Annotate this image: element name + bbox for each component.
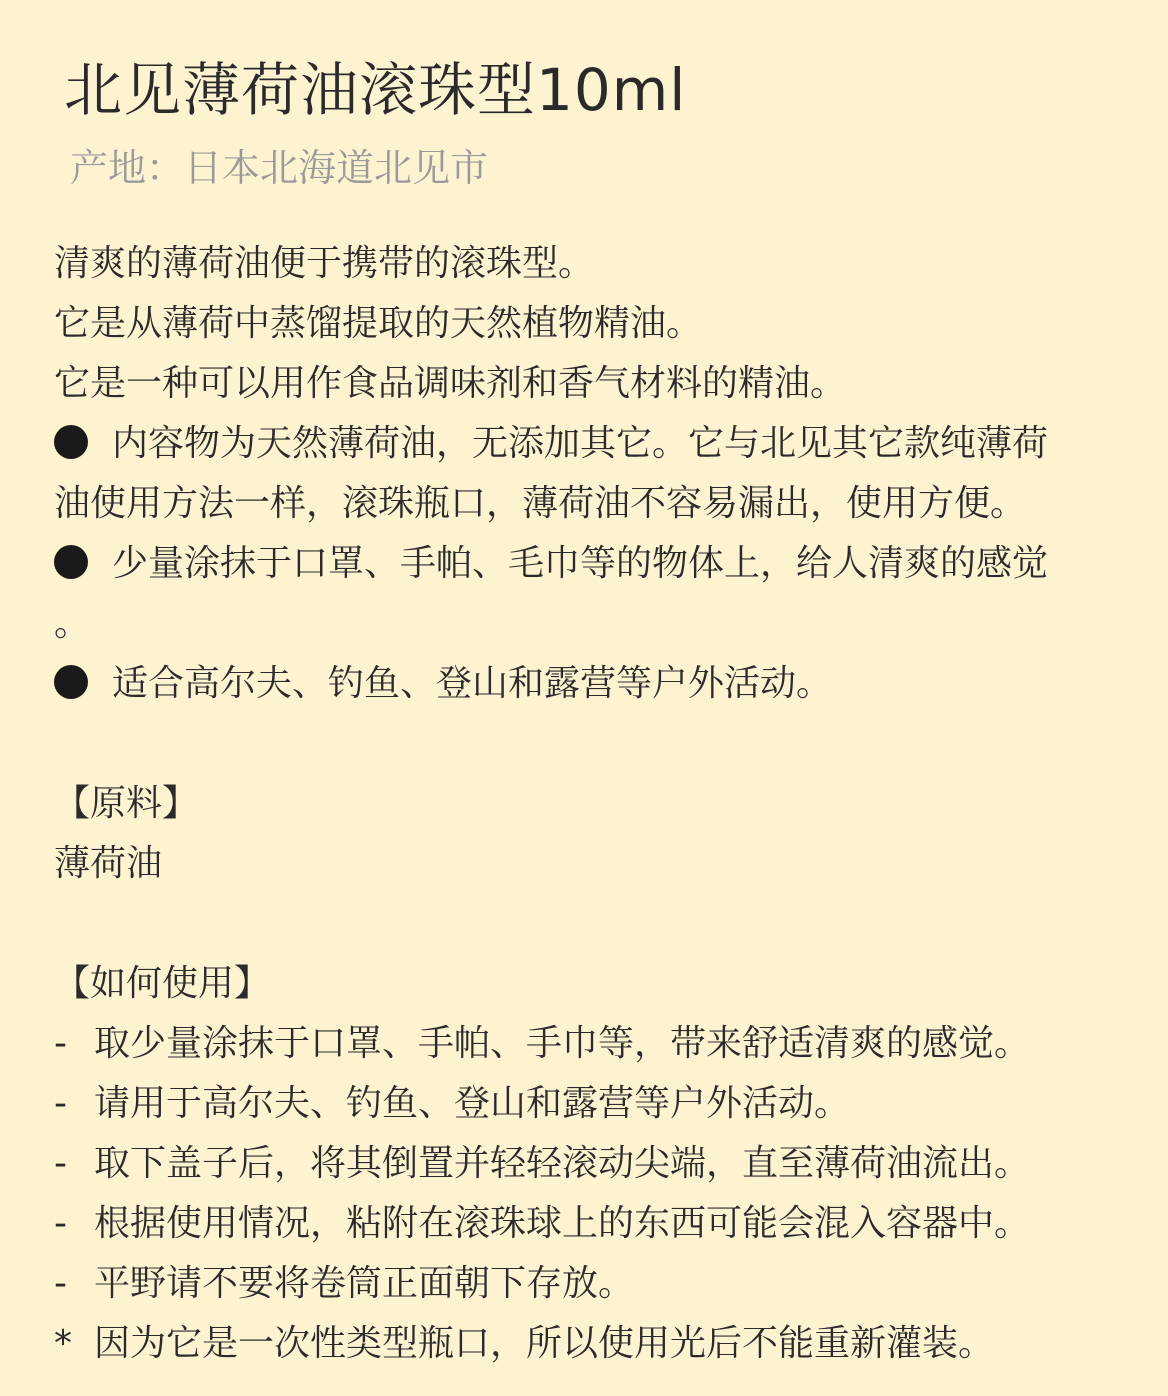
usage-item xyxy=(54,1200,1030,1248)
usage-item-mark: - xyxy=(54,1023,67,1064)
product-title: 北见薄荷油滚珠型10ml xyxy=(64,56,687,124)
usage-item-text: 根据使用情况，粘附在滚珠球上的东西可能会混入容器中。 xyxy=(94,1203,1031,1244)
usage-item xyxy=(54,1020,1030,1068)
bullet-text: 适合高尔夫、钓鱼、登山和露营等户外活动。 xyxy=(112,663,833,704)
intro-line-1: 清爽的薄荷油便于携带的滚珠型。 xyxy=(54,243,595,284)
usage-item-mark: - xyxy=(54,1263,67,1304)
usage-item xyxy=(54,1140,1030,1188)
usage-item-mark: - xyxy=(54,1143,67,1184)
usage-item-text: 因为它是一次性类型瓶口，所以使用光后不能重新灌装。 xyxy=(94,1323,995,1364)
usage-item-text: 取下盖子后，将其倒置并轻轻滚动尖端，直至薄荷油流出。 xyxy=(94,1143,1031,1184)
bullet-item-3 xyxy=(54,660,832,708)
usage-item-text: 请用于高尔夫、钓鱼、登山和露营等户外活动。 xyxy=(94,1083,851,1124)
usage-item xyxy=(54,1260,634,1308)
usage-item-mark: - xyxy=(54,1083,67,1124)
origin-subtitle: 产地：日本北海道北见市 xyxy=(70,146,489,190)
ingredients-heading: 【原料】 xyxy=(54,783,199,824)
usage-item-mark: - xyxy=(54,1203,67,1244)
bullet-dot-icon xyxy=(54,425,88,459)
usage-heading: 【如何使用】 xyxy=(54,963,271,1004)
bullet-text: 少量涂抹于口罩、手帕、毛巾等的物体上，给人清爽的感觉 xyxy=(112,543,1049,584)
bullet-item-2 xyxy=(54,540,1048,588)
usage-item xyxy=(54,1080,850,1128)
bullet-text: 内容物为天然薄荷油，无添加其它。它与北见其它款纯薄荷 xyxy=(112,423,1049,464)
bullet-dot-icon xyxy=(54,545,88,579)
ingredients-value: 薄荷油 xyxy=(54,843,163,884)
bullet-item-1-continued: 油使用方法一样，滚珠瓶口，薄荷油不容易漏出，使用方便。 xyxy=(54,483,1027,524)
bullet-item-1 xyxy=(54,420,1048,468)
usage-item-text: 取少量涂抹于口罩、手帕、手巾等，带来舒适清爽的感觉。 xyxy=(94,1023,1031,1064)
usage-item-mark: * xyxy=(54,1323,72,1364)
usage-note xyxy=(54,1320,994,1368)
usage-item-text: 平野请不要将卷筒正面朝下存放。 xyxy=(94,1263,635,1304)
bullet-dot-icon xyxy=(54,665,88,699)
bullet-item-2-continued: 。 xyxy=(54,603,91,644)
intro-line-3: 它是一种可以用作食品调味剂和香气材料的精油。 xyxy=(54,363,847,404)
intro-line-2: 它是从薄荷中蒸馏提取的天然植物精油。 xyxy=(54,303,703,344)
